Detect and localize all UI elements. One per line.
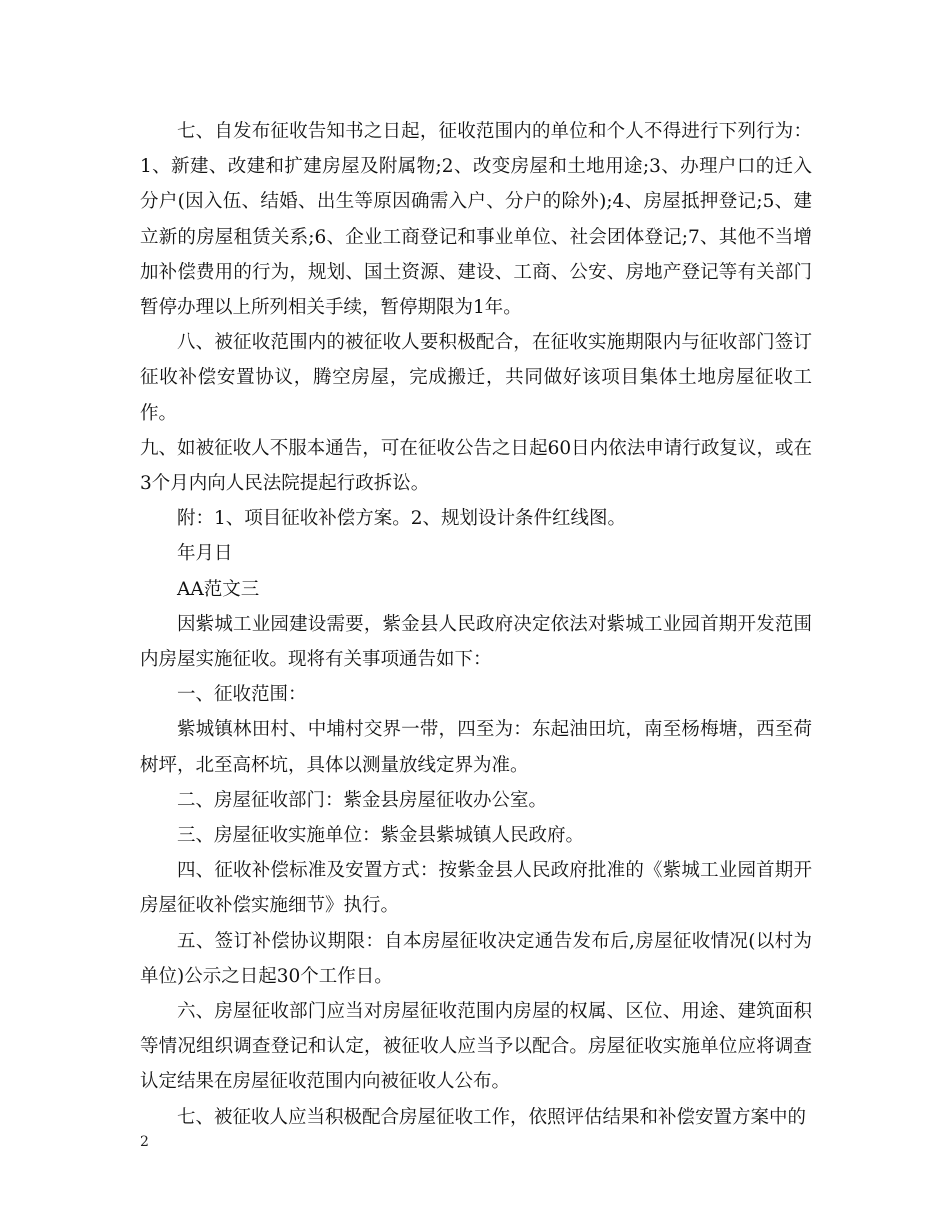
paragraph: 七、自发布征收告知书之日起，征收范围内的单位和个人不得进行下列行为：1、新建、改建和扩建房屋及附属物;2、改变房屋和土地用途;3、办理户口的迁入分户(因入伍、结婚、出生等原因确需入户、分户的除外);4、房屋抵押登记;5、建立新的房屋租赁关系;6、企业工商登记和事业单位、社会团体登记;7、其他不当增加补偿费用的行为，规划、国土资源、建设、工商、公安、房地产登记等有关部门暂停办理以上所列相关手续，暂停期限为1年。 xyxy=(140,121,812,319)
paragraph: AA范文三 xyxy=(177,578,260,600)
paragraph: 紫城镇林田村、中埔村交界一带，四至为：东起油田坑，南至杨梅塘，西至荷树坪，北至高杯坑，具体以测量放线定界为准。 xyxy=(140,719,812,776)
paragraph: 九、如被征收人不服本通告，可在征收公告之日起60日内依法申请行政复议，或在3个月内向人民法院提起行政拆讼。 xyxy=(140,437,812,495)
paragraph: 因紫城工业园建设需要，紫金县人民政府决定依法对紫城工业园首期开发范围内房屋实施征收。现将有关事项通告如下： xyxy=(140,613,812,671)
paragraph: 附：1、项目征收补偿方案。2、规划设计条件红线图。 xyxy=(177,508,627,530)
paragraph: 四、征收补偿标准及安置方式：按紫金县人民政府批准的《紫城工业园首期开房屋征收补偿实施细节》执行。 xyxy=(140,860,812,917)
paragraph: 七、被征收人应当积极配合房屋征收工作，依照评估结果和补偿安置方案中的 xyxy=(177,1106,807,1128)
paragraph: 二、房屋征收部门：紫金县房屋征收办公室。 xyxy=(177,789,548,811)
paragraph: 六、房屋征收部门应当对房屋征收范围内房屋的权属、区位、用途、建筑面积等情况组织调查登记和认定，被征收人应当予以配合。房屋征收实施单位应将调查认定结果在房屋征收范围内向被征收人公布。 xyxy=(140,1001,812,1093)
paragraph: 八、被征收范围内的被征收人要积极配合，在征收实施期限内与征收部门签订征收补偿安置协议，腾空房屋，完成搬迁，共同做好该项目集体土地房屋征收工作。 xyxy=(140,332,812,424)
page-number: 2 xyxy=(140,1134,149,1150)
paragraph: 五、签订补偿协议期限：自本房屋征收决定通告发布后,房屋征收情况(以村为单位)公示之日起30个工作日。 xyxy=(140,930,812,987)
document-body xyxy=(140,114,812,1135)
paragraph: 年月日 xyxy=(177,543,233,565)
paragraph: 三、房屋征收实施单位：紫金县紫城镇人民政府。 xyxy=(177,825,585,847)
paragraph: 一、征收范围： xyxy=(177,684,307,706)
